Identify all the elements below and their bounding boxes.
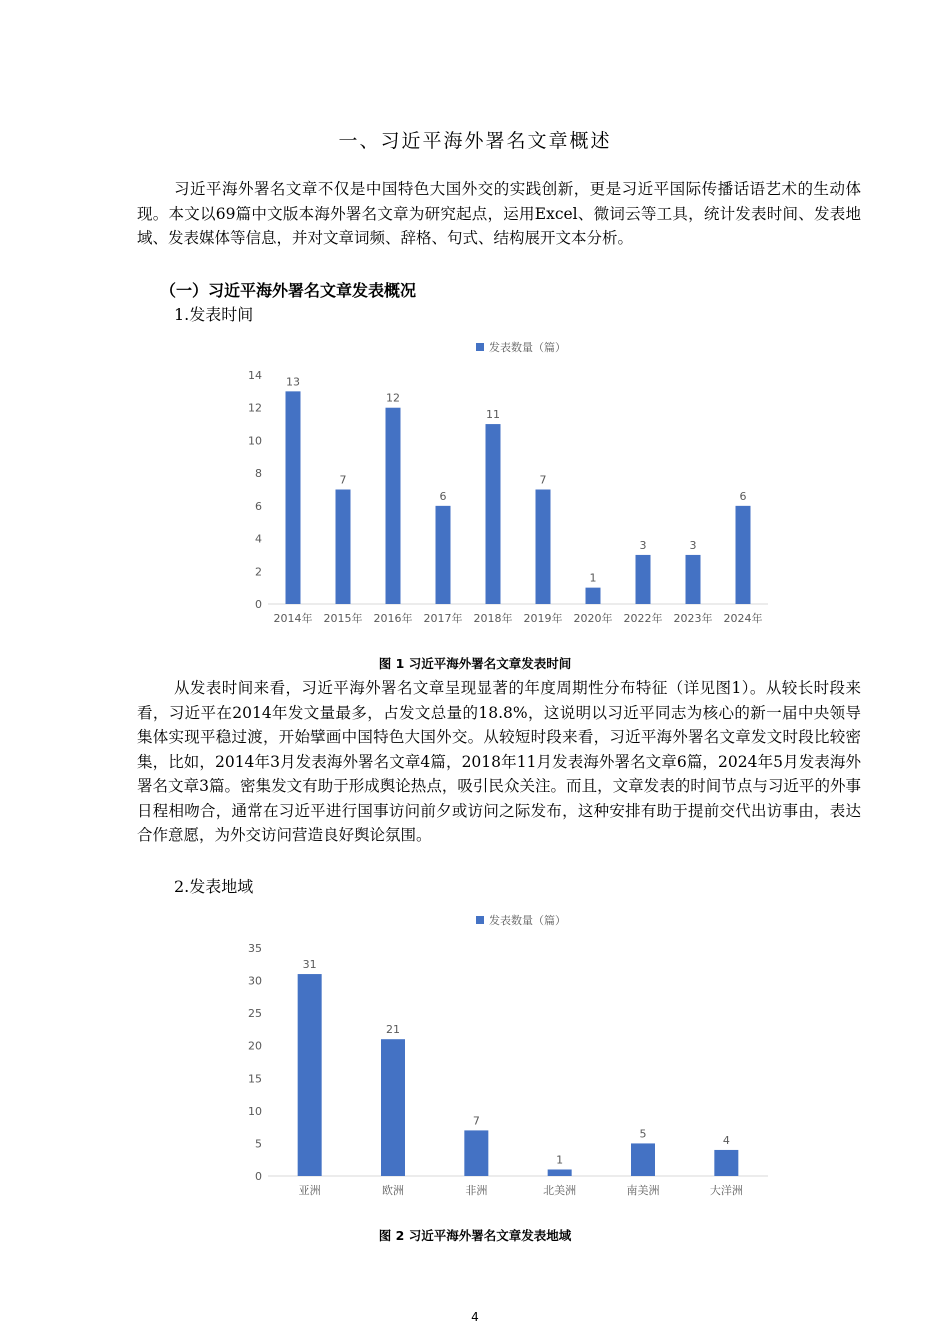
legend-swatch (476, 343, 484, 351)
data-label: 6 (739, 489, 747, 503)
x-tick-label: 2024年 (723, 612, 763, 625)
x-tick-label: 2019年 (523, 612, 563, 625)
x-tick-label: 2020年 (573, 612, 613, 625)
section-title: 一、习近平海外署名文章概述 (338, 130, 612, 152)
data-label: 21 (386, 1023, 400, 1037)
bar (631, 1143, 655, 1176)
data-label: 5 (639, 1127, 647, 1141)
subsection-heading: （一）习近平海外署名文章发表概况 (160, 281, 417, 300)
y-tick-label: 25 (248, 1007, 262, 1021)
bar (436, 506, 451, 604)
bar (714, 1150, 738, 1176)
heading-publication-region: 2.发表地域 (174, 877, 254, 896)
x-tick-label: 2018年 (473, 612, 513, 625)
data-label: 12 (386, 391, 400, 405)
y-tick-label: 5 (255, 1137, 262, 1151)
y-tick-label: 0 (255, 1170, 262, 1183)
data-label: 1 (589, 571, 597, 585)
y-tick-label: 0 (255, 598, 262, 611)
y-tick-label: 15 (248, 1072, 262, 1086)
y-tick-label: 35 (248, 942, 262, 955)
x-tick-label: 欧洲 (382, 1184, 404, 1197)
x-tick-label: 大洋洲 (709, 1184, 743, 1197)
y-tick-label: 10 (248, 1104, 262, 1118)
data-label: 31 (302, 958, 317, 972)
bar (464, 1130, 488, 1176)
x-tick-label: 2022年 (623, 612, 663, 625)
legend-label: 发表数量（篇） (489, 341, 566, 354)
data-label: 6 (439, 489, 447, 503)
x-tick-label: 非洲 (465, 1184, 488, 1197)
intro-paragraph: 习近平海外署名文章不仅是中国特色大国外交的实践创新，更是习近平国际传播话语艺术的生动体现。本文以69篇中文版本海外署名文章为研究起点，运用Excel、微词云等工具，统计发表时间、发表地域、发表媒体等信息，并对文章词频、辞格、句式、结构展开文本分析。 (137, 180, 861, 247)
bar (298, 974, 322, 1176)
data-label: 11 (486, 408, 500, 422)
chart-publication-time (0, 330, 950, 640)
bar (548, 1169, 572, 1176)
figure2-caption: 图 2 习近平海外署名文章发表地域 (378, 1228, 572, 1243)
x-tick-label: 2015年 (323, 612, 363, 625)
bar (736, 506, 751, 604)
bar (536, 490, 551, 605)
bar (586, 588, 601, 604)
x-tick-label: 2014年 (273, 612, 313, 625)
data-label: 7 (339, 473, 347, 487)
y-tick-label: 12 (248, 401, 262, 415)
data-label: 7 (539, 473, 547, 487)
figure1-caption: 图 1 习近平海外署名文章发表时间 (378, 656, 572, 671)
chart-publication-region (0, 905, 950, 1215)
heading-publication-time: 1.发表时间 (174, 305, 254, 324)
data-label: 3 (639, 538, 647, 552)
data-label: 3 (689, 538, 697, 552)
y-tick-label: 30 (248, 974, 262, 988)
y-tick-label: 8 (255, 467, 262, 481)
data-label: 7 (472, 1114, 480, 1128)
bar (336, 490, 351, 605)
time-paragraph: 从发表时间来看，习近平海外署名文章呈现显著的年度周期性分布特征（详见图1）。从较长时段来看，习近平在2014年发文量最多，占发文总量的18.8%，这说明以习近平同志为核心的新一届中央领导集体实现平稳过渡，开始擘画中国特色大国外交。从较短时段来看，习近平海外署名文章发文时段比较密集，比如，2014年3月发表海外署名文章4篇，2018年11月发表海外署名文章6篇，2024年5月发表海外署名文章3篇。密集发文有助于形成舆论热点，吸引民众关注。而且，文章发表的时间节点与习近平的外事日程相吻合，通常在习近平进行国事访问前夕或访问之际发布，这种安排有助于提前交代出访事由，表达合作意愿，为外交访问营造良好舆论氛围。 (137, 679, 861, 844)
bar (486, 424, 501, 604)
bar (386, 408, 401, 604)
bar (636, 555, 651, 604)
data-label: 4 (722, 1133, 730, 1147)
legend-label: 发表数量（篇） (489, 914, 566, 927)
y-tick-label: 4 (255, 532, 262, 546)
bar (686, 555, 701, 604)
x-tick-label: 2023年 (673, 612, 713, 625)
data-label: 1 (556, 1153, 564, 1167)
y-tick-label: 2 (255, 565, 262, 579)
bar (286, 391, 301, 604)
y-tick-label: 20 (248, 1039, 262, 1053)
bar (381, 1039, 405, 1176)
legend-swatch (476, 916, 484, 924)
x-tick-label: 亚洲 (298, 1184, 321, 1197)
y-tick-label: 14 (248, 369, 262, 382)
x-tick-label: 北美洲 (543, 1184, 577, 1197)
x-tick-label: 2017年 (423, 612, 463, 625)
y-tick-label: 6 (255, 499, 262, 513)
x-tick-label: 2016年 (373, 612, 413, 625)
x-tick-label: 南美洲 (626, 1184, 660, 1197)
page-number: 4 (471, 1310, 479, 1324)
y-tick-label: 10 (248, 434, 262, 448)
data-label: 13 (286, 375, 300, 389)
